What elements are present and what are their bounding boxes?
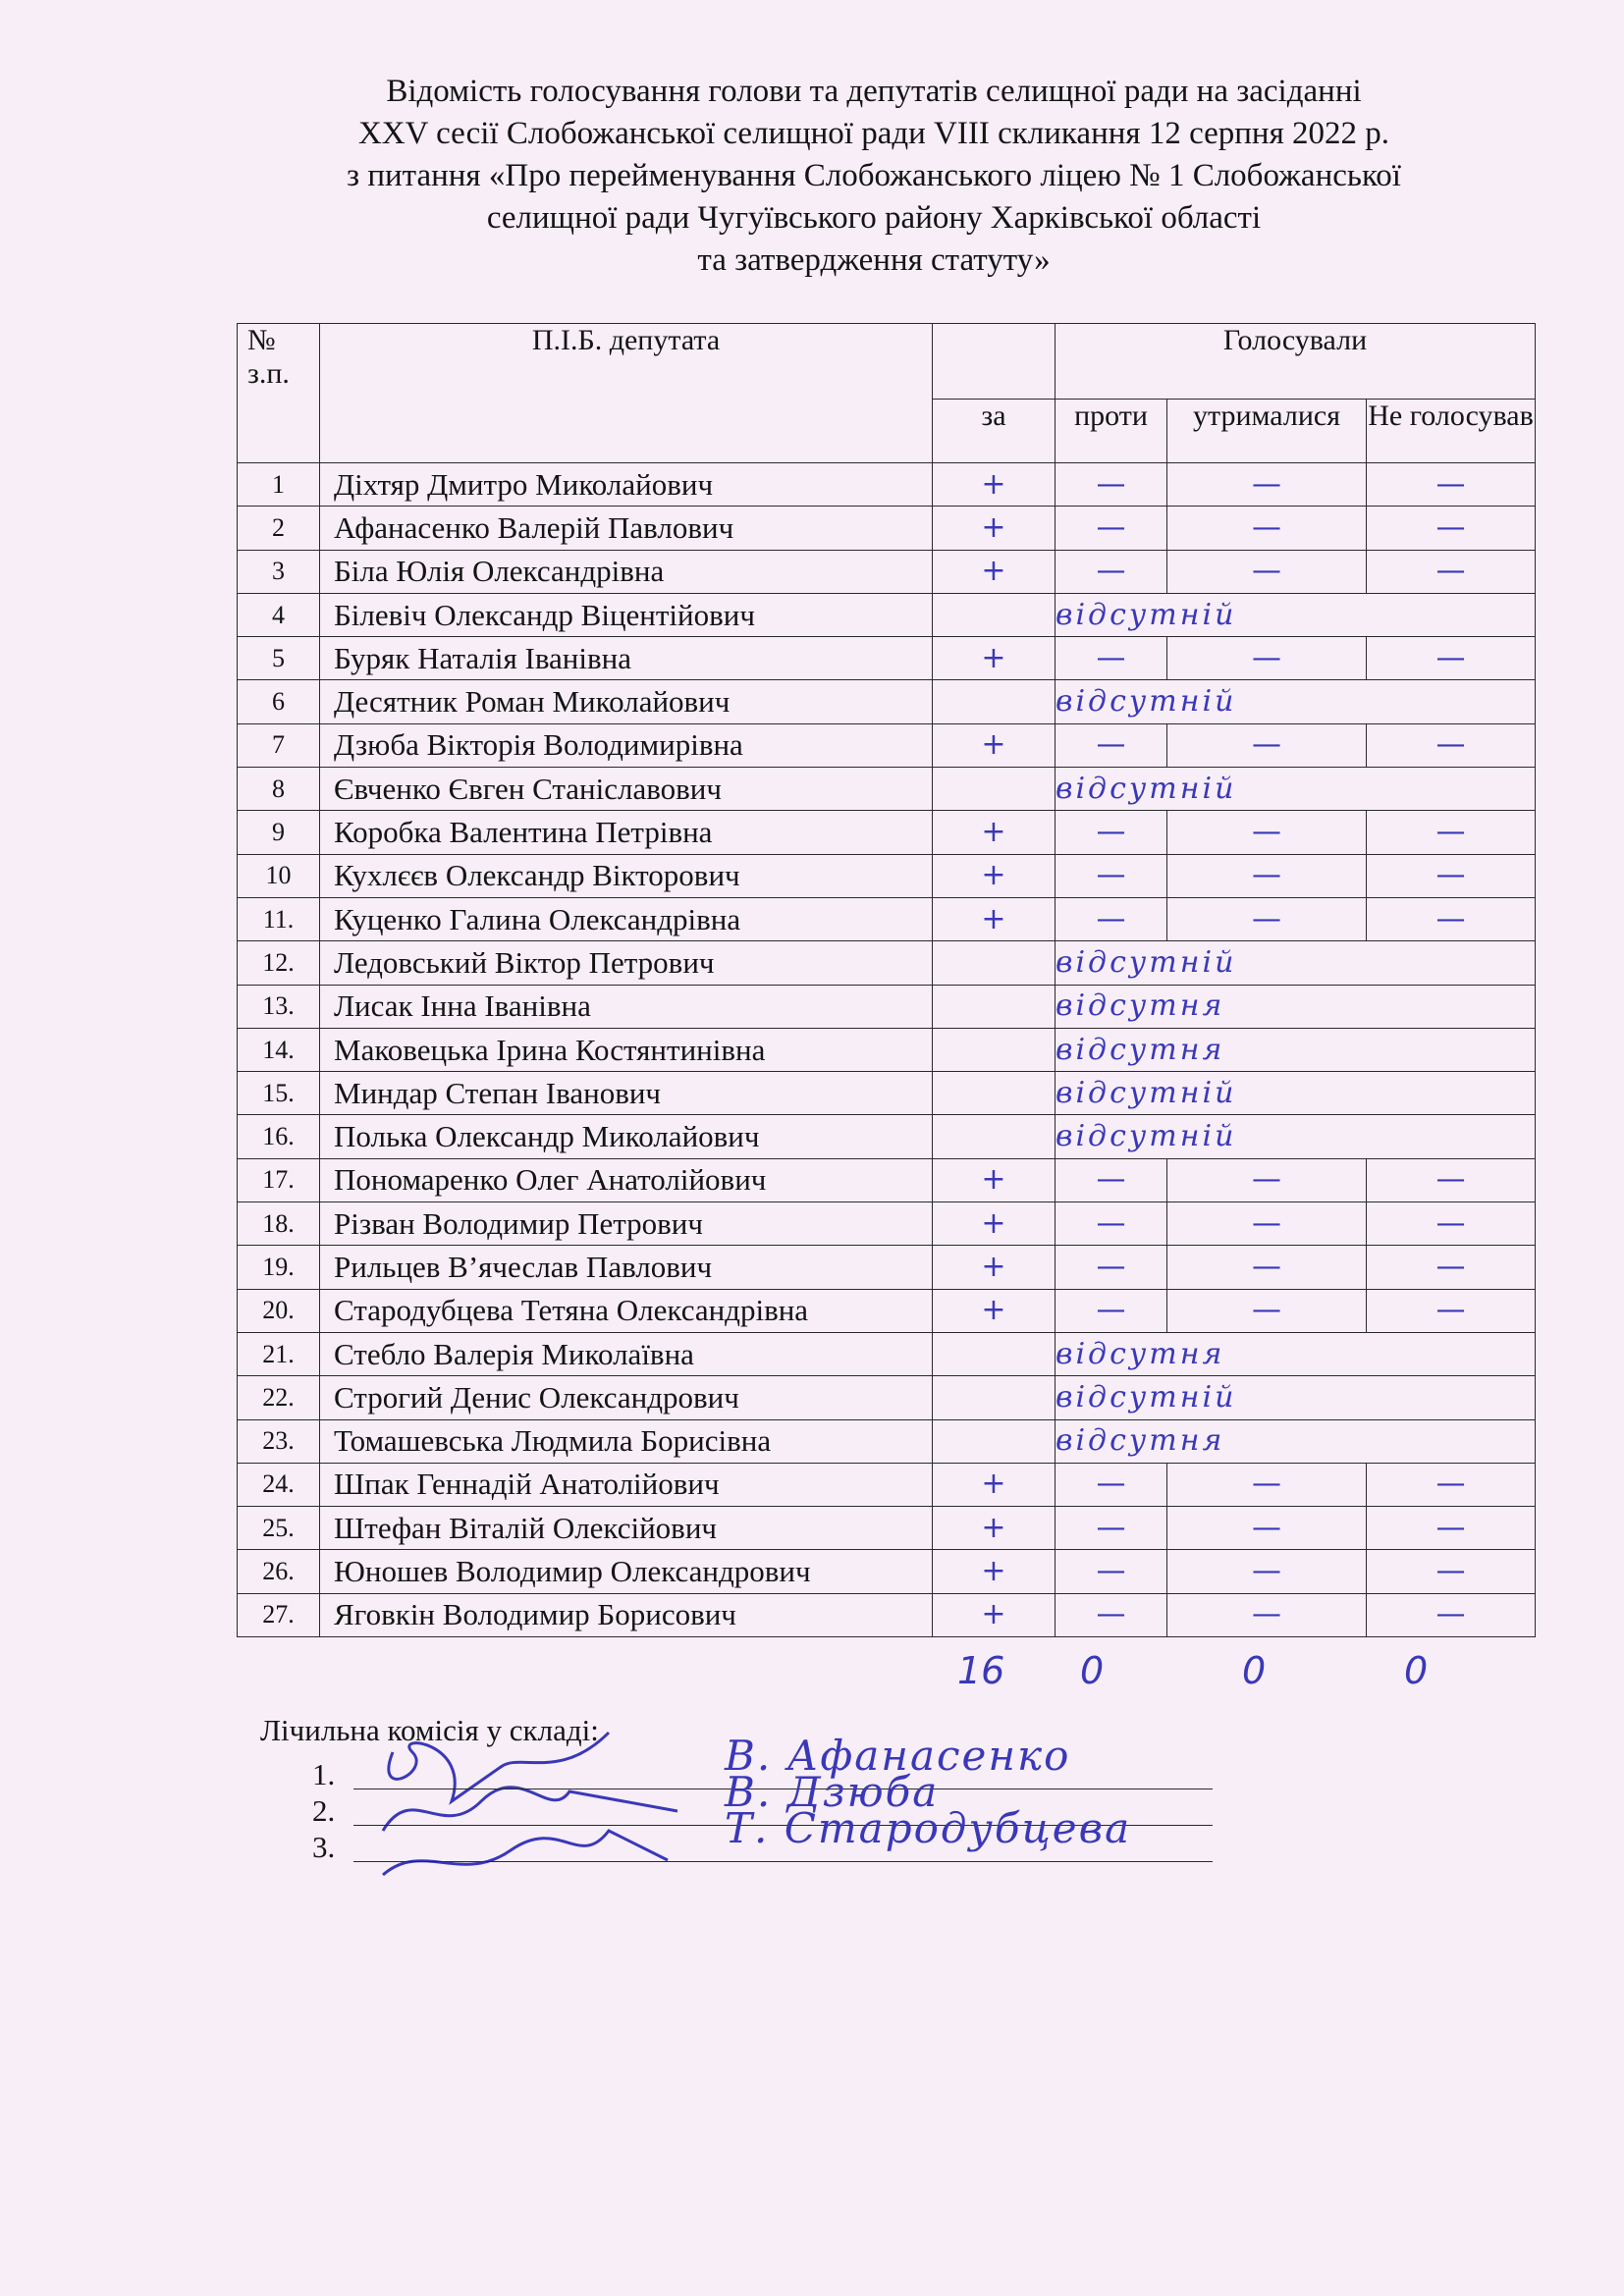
deputy-name: Маковецька Ірина Костянтинівна [320, 1028, 933, 1071]
vote-for: + [933, 463, 1056, 507]
vote-for [933, 1072, 1056, 1115]
table-row [238, 1376, 1536, 1419]
row-number: 17. [238, 1158, 320, 1201]
deputy-name: Шпак Геннадій Анатолійович [320, 1463, 933, 1506]
vote-abstain: — [1167, 637, 1367, 680]
row-number: 2 [238, 507, 320, 550]
deputy-name: Строгий Денис Олександрович [320, 1376, 933, 1419]
vote-against: — [1056, 507, 1167, 550]
vote-for: + [933, 723, 1056, 767]
row-number: 25. [238, 1507, 320, 1550]
deputy-name: Лисак Інна Іванівна [320, 985, 933, 1028]
vote-abstain: — [1167, 1158, 1367, 1201]
vote-abstain: — [1167, 1593, 1367, 1636]
deputy-name: Діхтяр Дмитро Миколайович [320, 463, 933, 507]
deputy-name: Євченко Євген Станіславович [320, 768, 933, 811]
vote-for [933, 941, 1056, 985]
row-number: 9 [238, 811, 320, 854]
table-row [238, 637, 1536, 680]
vote-against: — [1056, 811, 1167, 854]
absent-note: відсутній [1056, 941, 1536, 985]
row-number: 10 [238, 854, 320, 897]
row-number: 15. [238, 1072, 320, 1115]
voting-table [237, 323, 1536, 1637]
total-against: 0 [1080, 1649, 1105, 1692]
vote-abstain: — [1167, 1507, 1367, 1550]
vote-notvoted: — [1367, 1289, 1536, 1332]
deputy-name: Юношев Володимир Олександрович [320, 1550, 933, 1593]
table-row [238, 463, 1536, 507]
vote-notvoted: — [1367, 1246, 1536, 1289]
title-line-1: Відомість голосування голови та депутатів селищної ради на засіданні [386, 74, 1362, 109]
vote-notvoted: — [1367, 550, 1536, 593]
deputy-name: Рильцев В’ячеслав Павлович [320, 1246, 933, 1289]
absent-note: відсутній [1056, 1376, 1536, 1419]
row-number: 6 [238, 680, 320, 723]
vote-against: — [1056, 723, 1167, 767]
table-row [238, 1593, 1536, 1636]
vote-notvoted: — [1367, 1202, 1536, 1246]
vote-for: + [933, 1550, 1056, 1593]
absent-note: відсутній [1056, 1072, 1536, 1115]
row-number: 19. [238, 1246, 320, 1289]
vote-notvoted: — [1367, 897, 1536, 940]
vote-notvoted: — [1367, 1593, 1536, 1636]
absent-note: відсутній [1056, 768, 1536, 811]
vote-for: + [933, 1246, 1056, 1289]
title-line-3: з питання «Про перейменування Слобожанського ліцею № 1 Слобожанської [347, 158, 1401, 193]
row-number: 3 [238, 550, 320, 593]
vote-against: — [1056, 1158, 1167, 1201]
vote-abstain: — [1167, 811, 1367, 854]
row-number: 8 [238, 768, 320, 811]
vote-totals [943, 1649, 1532, 1708]
row-number: 1 [238, 463, 320, 507]
absent-note: відсутній [1056, 593, 1536, 636]
deputy-name: Стебло Валерія Миколаївна [320, 1332, 933, 1375]
deputy-name: Полька Олександр Миколайович [320, 1115, 933, 1158]
vote-abstain: — [1167, 854, 1367, 897]
column-header-name: П.І.Б. депутата [320, 324, 933, 463]
title-line-2: XXV сесії Слобожанської селищної ради VIII скликання 12 серпня 2022 р. [357, 116, 1390, 151]
deputy-name: Яговкін Володимир Борисович [320, 1593, 933, 1636]
vote-against: — [1056, 1289, 1167, 1332]
vote-abstain: — [1167, 507, 1367, 550]
member-signature-name: В. Афанасенко [725, 1732, 1071, 1780]
vote-for [933, 985, 1056, 1028]
column-header-abstain: утрималися [1167, 400, 1367, 463]
deputy-name: Біла Юлія Олександрівна [320, 550, 933, 593]
vote-for: + [933, 897, 1056, 940]
vote-for: + [933, 637, 1056, 680]
vote-notvoted: — [1367, 1158, 1536, 1201]
vote-for: + [933, 1507, 1056, 1550]
vote-abstain: — [1167, 463, 1367, 507]
deputy-name: Білевіч Олександр Віцентійович [320, 593, 933, 636]
vote-for: + [933, 1202, 1056, 1246]
member-signature-name: Т. Стародубцева [725, 1804, 1132, 1852]
vote-against: — [1056, 463, 1167, 507]
member-number: 2. [312, 1793, 336, 1828]
absent-note: відсутній [1056, 680, 1536, 723]
row-number: 23. [238, 1419, 320, 1463]
column-header-against: проти [1056, 400, 1167, 463]
vote-for: + [933, 1593, 1056, 1636]
vote-for: + [933, 811, 1056, 854]
table-row [238, 507, 1536, 550]
table-row [238, 1158, 1536, 1201]
vote-for: + [933, 1158, 1056, 1201]
vote-for [933, 680, 1056, 723]
member-number: 3. [312, 1830, 336, 1864]
vote-notvoted: — [1367, 463, 1536, 507]
vote-notvoted: — [1367, 1550, 1536, 1593]
row-number: 5 [238, 637, 320, 680]
vote-for: + [933, 507, 1056, 550]
vote-against: — [1056, 1593, 1167, 1636]
table-row [238, 811, 1536, 854]
title-line-4: селищної ради Чугуївського району Харківської області [486, 200, 1262, 236]
vote-against: — [1056, 854, 1167, 897]
row-number: 16. [238, 1115, 320, 1158]
column-header-for: за [933, 400, 1056, 463]
row-number: 26. [238, 1550, 320, 1593]
vote-against: — [1056, 1463, 1167, 1506]
row-number: 12. [238, 941, 320, 985]
commission-member-row [312, 1804, 1216, 1866]
vote-for: + [933, 1463, 1056, 1506]
vote-for: + [933, 1289, 1056, 1332]
vote-for: + [933, 550, 1056, 593]
vote-for: + [933, 854, 1056, 897]
vote-against: — [1056, 897, 1167, 940]
deputy-name: Різван Володимир Петрович [320, 1202, 933, 1246]
vote-abstain: — [1167, 1246, 1367, 1289]
deputy-name: Десятник Роман Миколайович [320, 680, 933, 723]
row-number: 14. [238, 1028, 320, 1071]
title-line-5: та затвердження статуту» [697, 242, 1051, 278]
vote-notvoted: — [1367, 637, 1536, 680]
row-number: 13. [238, 985, 320, 1028]
table-row [238, 941, 1536, 985]
total-notvoted: 0 [1404, 1649, 1429, 1692]
absent-note: відсутній [1056, 1115, 1536, 1158]
vote-notvoted: — [1367, 507, 1536, 550]
table-row [238, 1463, 1536, 1506]
deputy-name: Буряк Наталія Іванівна [320, 637, 933, 680]
voting-table-body [238, 463, 1536, 1637]
deputy-name: Ледовський Віктор Петрович [320, 941, 933, 985]
row-number: 24. [238, 1463, 320, 1506]
deputy-name: Куценко Галина Олександрівна [320, 897, 933, 940]
table-row [238, 854, 1536, 897]
absent-note: відсутня [1056, 985, 1536, 1028]
deputy-name: Томашевська Людмила Борисівна [320, 1419, 933, 1463]
vote-abstain: — [1167, 723, 1367, 767]
vote-against: — [1056, 1507, 1167, 1550]
row-number: 11. [238, 897, 320, 940]
vote-against: — [1056, 637, 1167, 680]
absent-note: відсутня [1056, 1419, 1536, 1463]
table-row [238, 550, 1536, 593]
deputy-name: Афанасенко Валерій Павлович [320, 507, 933, 550]
vote-abstain: — [1167, 1463, 1367, 1506]
table-row [238, 1332, 1536, 1375]
row-number: 7 [238, 723, 320, 767]
deputy-name: Кухлєєв Олександр Вікторович [320, 854, 933, 897]
deputy-name: Коробка Валентина Петрівна [320, 811, 933, 854]
vote-notvoted: — [1367, 1463, 1536, 1506]
vote-notvoted: — [1367, 723, 1536, 767]
table-row [238, 1072, 1536, 1115]
member-signature-name: В. Дзюба [725, 1768, 940, 1816]
table-row [238, 1507, 1536, 1550]
table-row [238, 723, 1536, 767]
row-number: 4 [238, 593, 320, 636]
vote-for [933, 593, 1056, 636]
vote-notvoted: — [1367, 811, 1536, 854]
absent-note: відсутня [1056, 1028, 1536, 1071]
deputy-name: Штефан Віталій Олексійович [320, 1507, 933, 1550]
vote-abstain: — [1167, 897, 1367, 940]
absent-note: відсутня [1056, 1332, 1536, 1375]
vote-abstain: — [1167, 1202, 1367, 1246]
column-header-number: № з.п. [238, 324, 320, 463]
vote-for [933, 1028, 1056, 1071]
table-row [238, 1202, 1536, 1246]
table-row [238, 1419, 1536, 1463]
row-number: 20. [238, 1289, 320, 1332]
table-row [238, 680, 1536, 723]
deputy-name: Пономаренко Олег Анатолійович [320, 1158, 933, 1201]
member-number: 1. [312, 1757, 336, 1791]
deputy-name: Дзюба Вікторія Володимирівна [320, 723, 933, 767]
vote-abstain: — [1167, 1550, 1367, 1593]
vote-notvoted: — [1367, 1507, 1536, 1550]
row-number: 21. [238, 1332, 320, 1375]
vote-against: — [1056, 1246, 1167, 1289]
vote-for [933, 1376, 1056, 1419]
column-header-blank [933, 324, 1056, 400]
deputy-name: Стародубцева Тетяна Олександрівна [320, 1289, 933, 1332]
table-row [238, 768, 1536, 811]
total-abstain: 0 [1242, 1649, 1267, 1692]
table-row [238, 1115, 1536, 1158]
vote-for [933, 768, 1056, 811]
vote-notvoted: — [1367, 854, 1536, 897]
deputy-name: Миндар Степан Іванович [320, 1072, 933, 1115]
total-for: 16 [957, 1649, 1005, 1692]
signature-line [353, 1861, 1213, 1862]
column-header-voted: Голосували [1056, 324, 1536, 400]
table-row [238, 1550, 1536, 1593]
vote-for [933, 1115, 1056, 1158]
table-row [238, 985, 1536, 1028]
table-row [238, 1246, 1536, 1289]
table-row [238, 897, 1536, 940]
row-number: 18. [238, 1202, 320, 1246]
commission-members [312, 1732, 1216, 1866]
vote-abstain: — [1167, 1289, 1367, 1332]
vote-for [933, 1419, 1056, 1463]
table-row [238, 593, 1536, 636]
commission-label: Лічильна комісія у складі: [260, 1713, 599, 1747]
column-header-notvoted: Не голосував [1367, 400, 1536, 463]
table-row [238, 1289, 1536, 1332]
document-title [245, 71, 1502, 282]
table-row [238, 1028, 1536, 1071]
vote-against: — [1056, 1550, 1167, 1593]
row-number: 27. [238, 1593, 320, 1636]
vote-against: — [1056, 1202, 1167, 1246]
vote-abstain: — [1167, 550, 1367, 593]
vote-against: — [1056, 550, 1167, 593]
row-number: 22. [238, 1376, 320, 1419]
vote-for [933, 1332, 1056, 1375]
